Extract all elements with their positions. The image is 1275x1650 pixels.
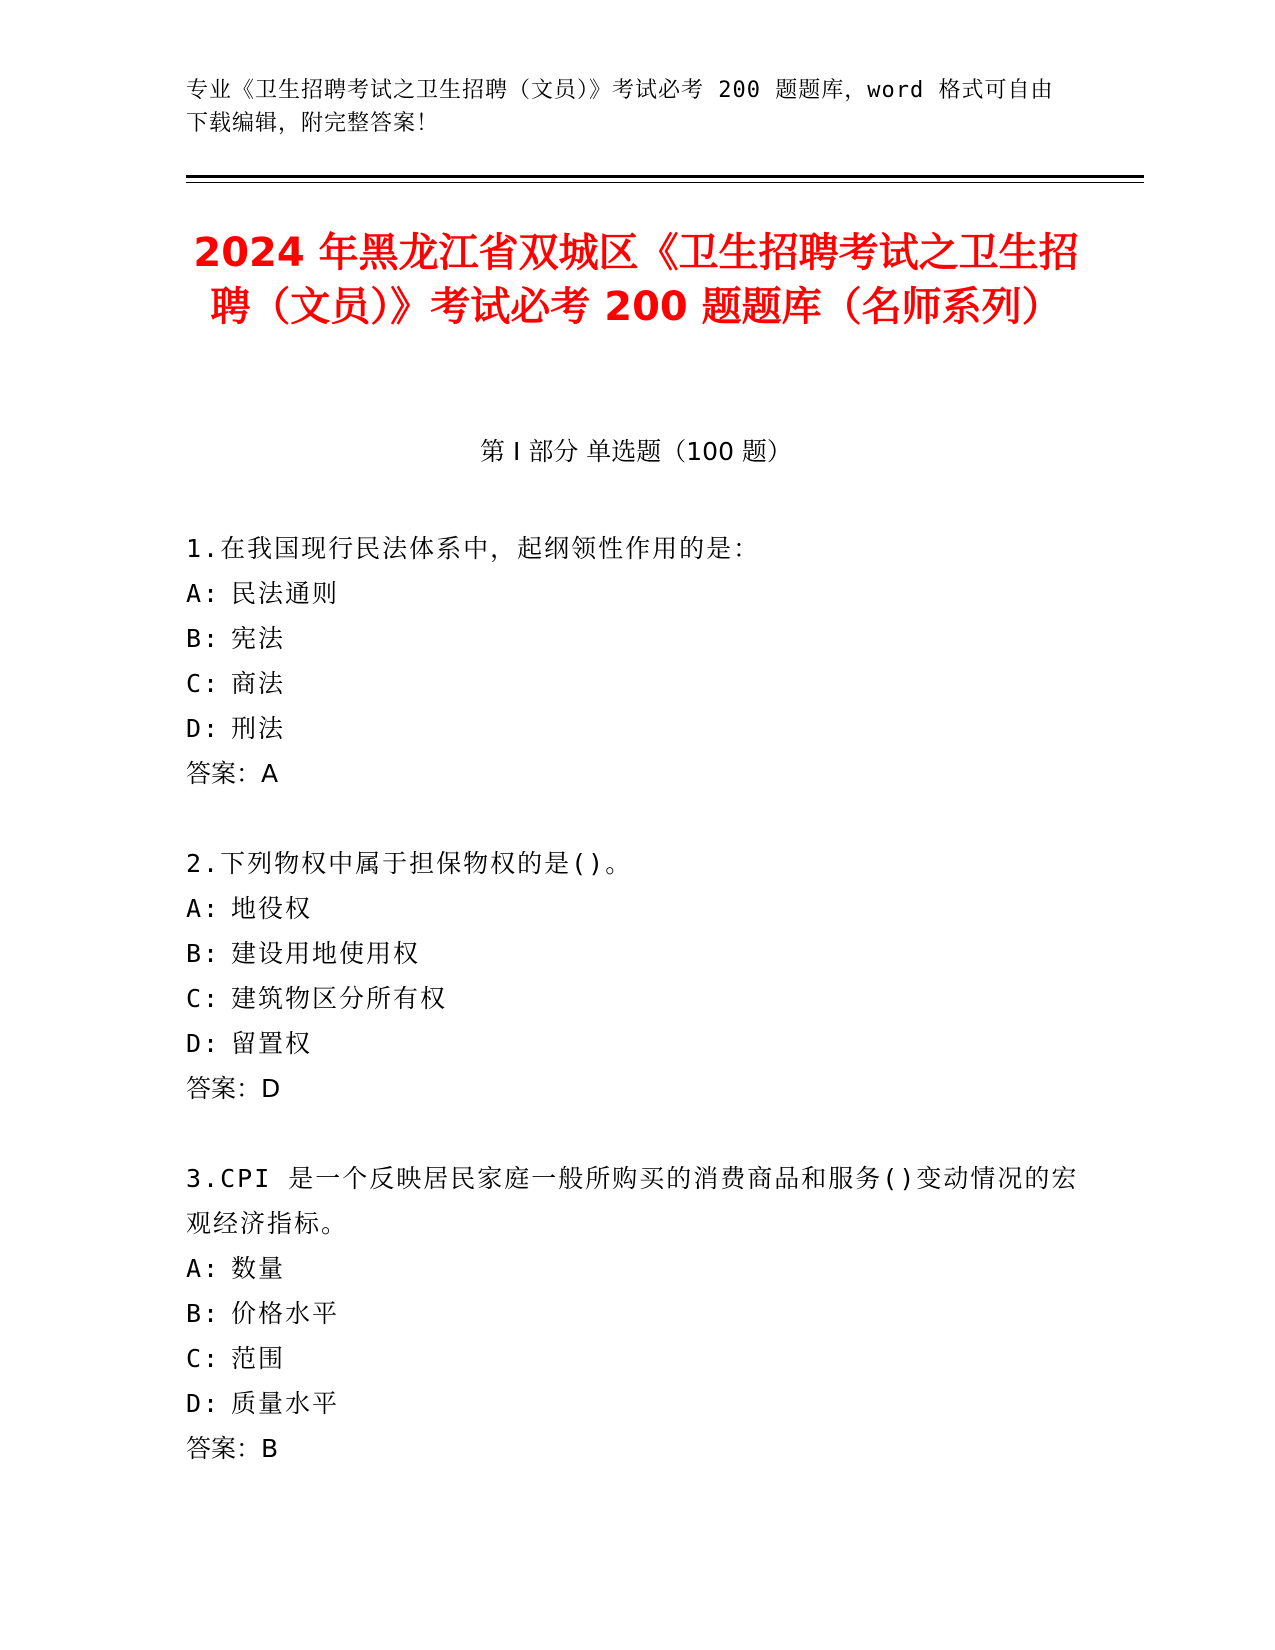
option-text: 数量 [231,1254,286,1283]
option-letter: C: [186,1344,221,1373]
answer-prefix: 答案： [186,1434,262,1463]
document-title: 2024 年黑龙江省双城区《卫生招聘考试之卫生招聘（文员）》考试必考 200 题题库（名师系列） [193,230,1079,330]
header-note: 专业《卫生招聘考试之卫生招聘（文员）》考试必考 200 题题库，word 格式可自由下载编辑，附完整答案！ [186,78,1054,136]
option-text: 宪法 [231,624,286,653]
option-letter: A: [186,579,221,608]
option-c [186,661,1086,706]
option-text: 范围 [231,1344,286,1373]
answer-prefix: 答案： [186,759,262,788]
option-text: 质量水平 [231,1389,340,1418]
question-3 [186,1156,1086,1471]
option-text: 价格水平 [231,1299,340,1328]
header-rule-thin [186,182,1144,183]
answer-line [186,751,1086,796]
option-d [186,1021,1086,1066]
option-letter: C: [186,669,221,698]
option-text: 商法 [231,669,286,698]
option-a [186,1246,1086,1291]
option-letter: B: [186,939,221,968]
option-letter: A: [186,894,221,923]
answer-line [186,1066,1086,1111]
option-b [186,931,1086,976]
option-letter: D: [186,714,221,743]
option-d [186,1381,1086,1426]
option-a [186,886,1086,931]
option-letter: D: [186,1389,221,1418]
answer-value: A [261,759,279,788]
option-letter: A: [186,1254,221,1283]
option-c [186,1336,1086,1381]
option-b [186,616,1086,661]
header-rule-thick [186,175,1144,178]
option-text: 地役权 [231,894,313,923]
option-text: 刑法 [231,714,286,743]
option-letter: B: [186,1299,221,1328]
question-stem: 2.下列物权中属于担保物权的是()。 [186,849,633,878]
option-text: 建设用地使用权 [231,939,421,968]
option-c [186,976,1086,1021]
question-stem: 3.CPI 是一个反映居民家庭一般所购买的消费商品和服务()变动情况的宏观经济指标。 [186,1164,1079,1238]
option-d [186,706,1086,751]
question-2 [186,841,1086,1111]
answer-value: D [261,1074,281,1103]
option-a [186,571,1086,616]
answer-line [186,1426,1086,1471]
answer-value: B [261,1434,279,1463]
option-letter: B: [186,624,221,653]
question-1 [186,526,1086,796]
option-letter: C: [186,984,221,1013]
option-text: 建筑物区分所有权 [231,984,448,1013]
option-text: 留置权 [231,1029,313,1058]
option-letter: D: [186,1029,221,1058]
option-text: 民法通则 [231,579,340,608]
question-list [186,526,1086,1516]
answer-prefix: 答案： [186,1074,262,1103]
option-b [186,1291,1086,1336]
section-title: 第 I 部分 单选题（100 题） [480,437,792,466]
question-stem: 1.在我国现行民法体系中，起纲领性作用的是： [186,534,761,563]
